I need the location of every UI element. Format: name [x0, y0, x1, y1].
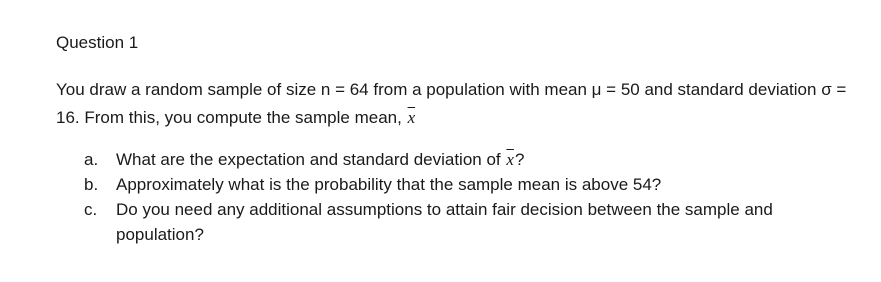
sub-question-a	[84, 147, 864, 172]
question-mark: ?	[514, 150, 525, 169]
x-bar-symbol: $\overline{x}$	[407, 108, 416, 127]
question-intro	[56, 76, 856, 132]
sub-question-c	[84, 197, 864, 247]
sub-question-list	[84, 147, 864, 247]
sub-question-c-text: Do you need any additional assumptions to attain fair decision between the sample and population?	[116, 200, 773, 244]
sub-question-text	[116, 147, 864, 172]
sub-question-b-text: Approximately what is the probability that the sample mean is above 54?	[116, 175, 662, 194]
intro-text: You draw a random sample of size n = 64 from a population with mean μ = 50 and standard deviation σ = 16. From this, you compute the sample mean,	[56, 80, 847, 127]
list-marker: c.	[84, 200, 98, 219]
sub-question-a-text: What are the expectation and standard deviation of	[116, 150, 501, 169]
list-marker: a.	[84, 150, 99, 169]
sub-question-b	[84, 172, 864, 197]
question-heading: Question 1	[56, 33, 139, 52]
x-bar-symbol: $\overline{x}$	[506, 150, 514, 169]
list-marker: b.	[84, 175, 99, 194]
